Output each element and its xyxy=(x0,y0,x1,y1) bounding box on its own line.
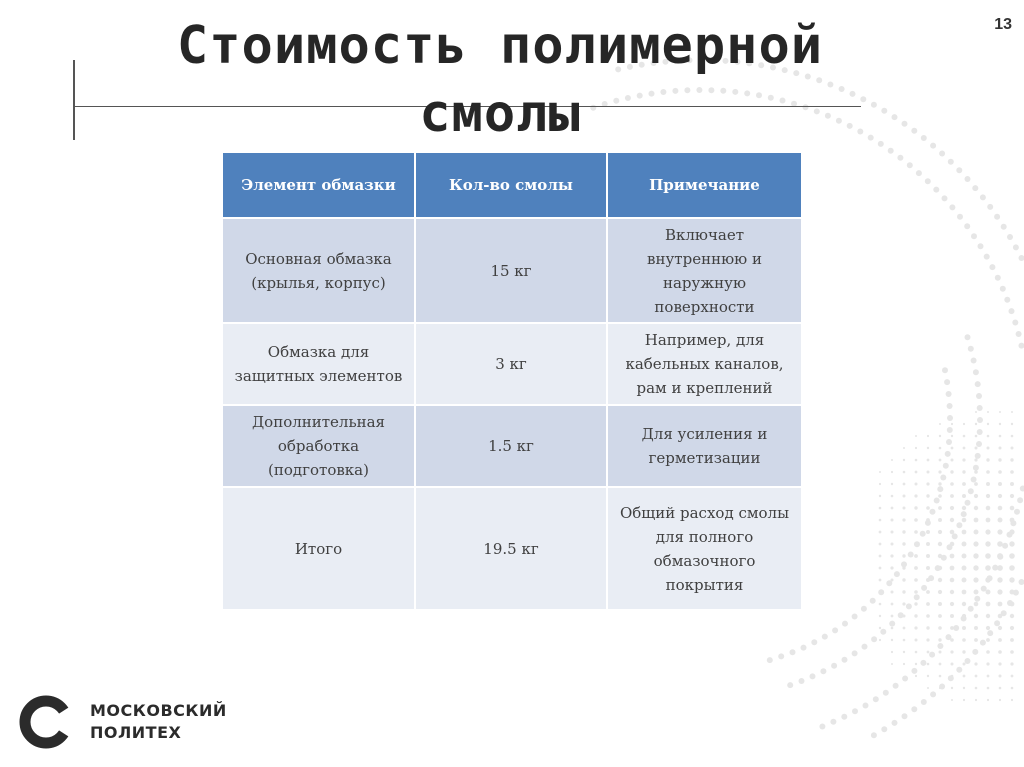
cell-element: Дополнительная обработка (подготовка) xyxy=(223,406,416,488)
moscow-polytech-logo xyxy=(18,694,228,754)
logo-line-2: ПОЛИТЕХ xyxy=(90,723,182,742)
table-header-row xyxy=(223,153,801,219)
table-row xyxy=(223,406,801,488)
page-number: 13 xyxy=(994,16,1012,33)
cell-element: Обмазка для защитных элементов xyxy=(223,324,416,406)
polytech-logo-icon xyxy=(18,694,74,750)
cell-note: Для усиления и герметизации xyxy=(608,406,801,488)
logo-line-1: МОСКОВСКИЙ xyxy=(90,701,227,720)
cell-element: Итого xyxy=(223,488,416,611)
cell-note: Например, для кабельных каналов, рам и креплений xyxy=(608,324,801,406)
table-row xyxy=(223,324,801,406)
cell-quantity: 1.5 кг xyxy=(416,406,608,488)
cell-note: Общий расход смолы для полного обмазочного покрытия xyxy=(608,488,801,611)
resin-cost-table xyxy=(223,153,801,611)
column-header-element: Элемент обмазки xyxy=(223,153,416,219)
cell-quantity: 3 кг xyxy=(416,324,608,406)
slide-title: Стоимость полимерной смолы xyxy=(176,16,824,144)
cell-element: Основная обмазка (крылья, корпус) xyxy=(223,219,416,324)
cell-quantity: 15 кг xyxy=(416,219,608,324)
logo-wordmark xyxy=(90,700,227,744)
column-header-quantity: Кол-во смолы xyxy=(416,153,608,219)
title-vertical-rule xyxy=(73,60,75,140)
cell-quantity: 19.5 кг xyxy=(416,488,608,611)
cell-note: Включает внутреннюю и наружную поверхности xyxy=(608,219,801,324)
table-row xyxy=(223,219,801,324)
table-row xyxy=(223,488,801,611)
column-header-note: Примечание xyxy=(608,153,801,219)
